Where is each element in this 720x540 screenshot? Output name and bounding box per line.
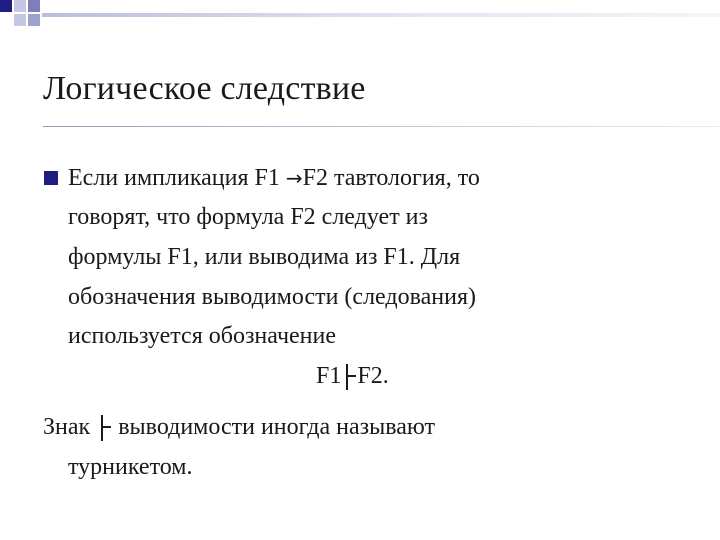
implication-arrow: → (285, 166, 303, 190)
para1-line5: используется обозначение (68, 323, 337, 349)
para1-line1-end: F2 тавтология, то (302, 165, 480, 191)
para2-line1-end: выводимости иногда называют (112, 414, 436, 440)
header-square-light-2 (14, 14, 26, 26)
para1-line2: говорят, что формула F2 следует из (68, 204, 428, 230)
para2-line2: турникетом. (68, 454, 193, 480)
header-square-dark (0, 0, 12, 12)
turnstile-icon-2 (96, 415, 112, 439)
slide-title: Логическое следствие (43, 70, 366, 107)
para1-line1-start: Если импликация F1 (68, 165, 286, 191)
formula-left: F1 (316, 363, 342, 389)
header-decoration (0, 0, 720, 30)
para2-line1-start: Знак (43, 414, 97, 440)
bullet-marker (44, 171, 58, 185)
formula-right: F2. (357, 363, 389, 389)
title-underline (43, 126, 720, 127)
para1-line1 (68, 164, 480, 192)
header-rule (42, 13, 720, 17)
formula-line (316, 362, 389, 390)
turnstile-icon (341, 364, 357, 388)
para1-line3: формулы F1, или выводима из F1. Для (68, 244, 461, 270)
header-square-light (14, 0, 26, 12)
header-square-mid-2 (28, 14, 40, 26)
para1-line4: обозначения выводимости (следования) (68, 284, 476, 310)
para2-line1 (43, 413, 435, 441)
header-square-mid (28, 0, 40, 12)
